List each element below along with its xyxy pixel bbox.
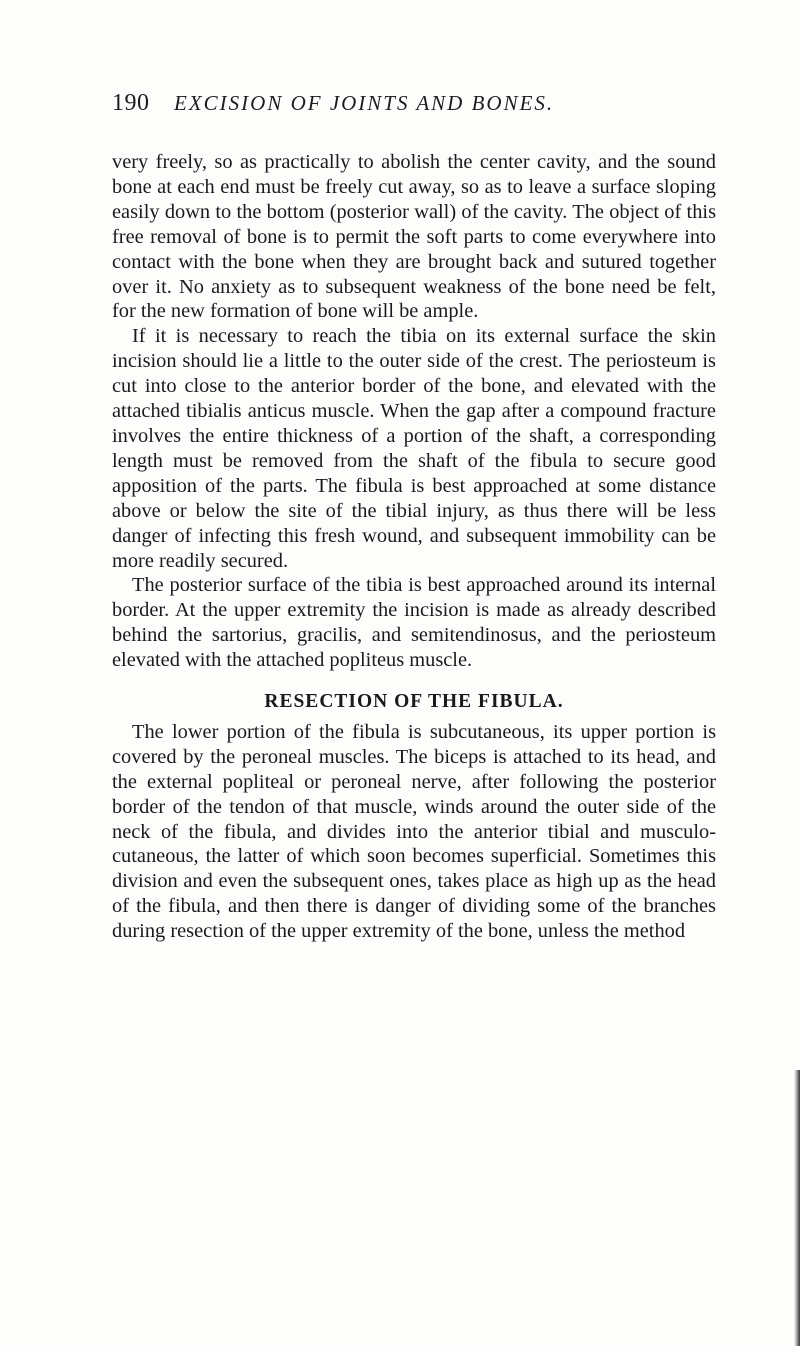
paragraph-2: If it is necessary to reach the tibia on its external surface the skin incision should lie a little to the outer side of the crest. The periosteum is cut into close to the anterior border of the bone, and elevated with the attached tibialis anticus muscle. When the gap after a compound fracture involves the entire thickness of a portion of the shaft, a corresponding length must be removed from the shaft of the fibula to secure good apposition of the parts. The fibula is best approached at some distance above or below the site of the tibial injury, as thus there will be less danger of infecting this fresh wound, and subsequent immobility can be more readily secured. xyxy=(112,325,716,572)
page-number: 190 xyxy=(112,90,150,116)
page-edge-shadow xyxy=(794,1070,800,1346)
paragraph-4: The lower portion of the fibula is subcutaneous, its upper portion is covered by the peroneal muscles. The biceps is attached to its head, and the external popliteal or peroneal nerve, after following the posterior border of the tendon of that muscle, winds around the outer side of the neck of the fibula, and divides into the anterior tibial and musculo-cutaneous, the latter of which soon becomes superficial. Sometimes this division and even the subsequent ones, takes place as high up as the head of the fibula, and then there is danger of dividing some of the branches during resection of the upper extremity of the bone, unless the method xyxy=(112,720,716,943)
page-header xyxy=(112,90,722,126)
paragraph-3: The posterior surface of the tibia is best approached around its internal border. At the upper extremity the incision is made as already described behind the sartorius, gracilis, and semitendinosus, and the periosteum elevated with the attached popliteus muscle. xyxy=(112,574,716,672)
paragraph-1: very freely, so as practically to abolish the center cavity, and the sound bone at each end must be freely cut away, so as to leave a surface sloping easily down to the bottom (posterior wall) of the cavity. The object of this free removal of bone is to permit the soft parts to come everywhere into contact with the bone when they are brought back and sutured together over it. No anxiety as to subsequent weakness of the bone need be felt, for the new formation of bone will be ample. xyxy=(112,151,716,323)
body-text xyxy=(112,150,716,944)
running-title: EXCISION OF JOINTS AND BONES. xyxy=(174,91,555,115)
section-heading: RESECTION OF THE FIBULA. xyxy=(264,691,564,713)
